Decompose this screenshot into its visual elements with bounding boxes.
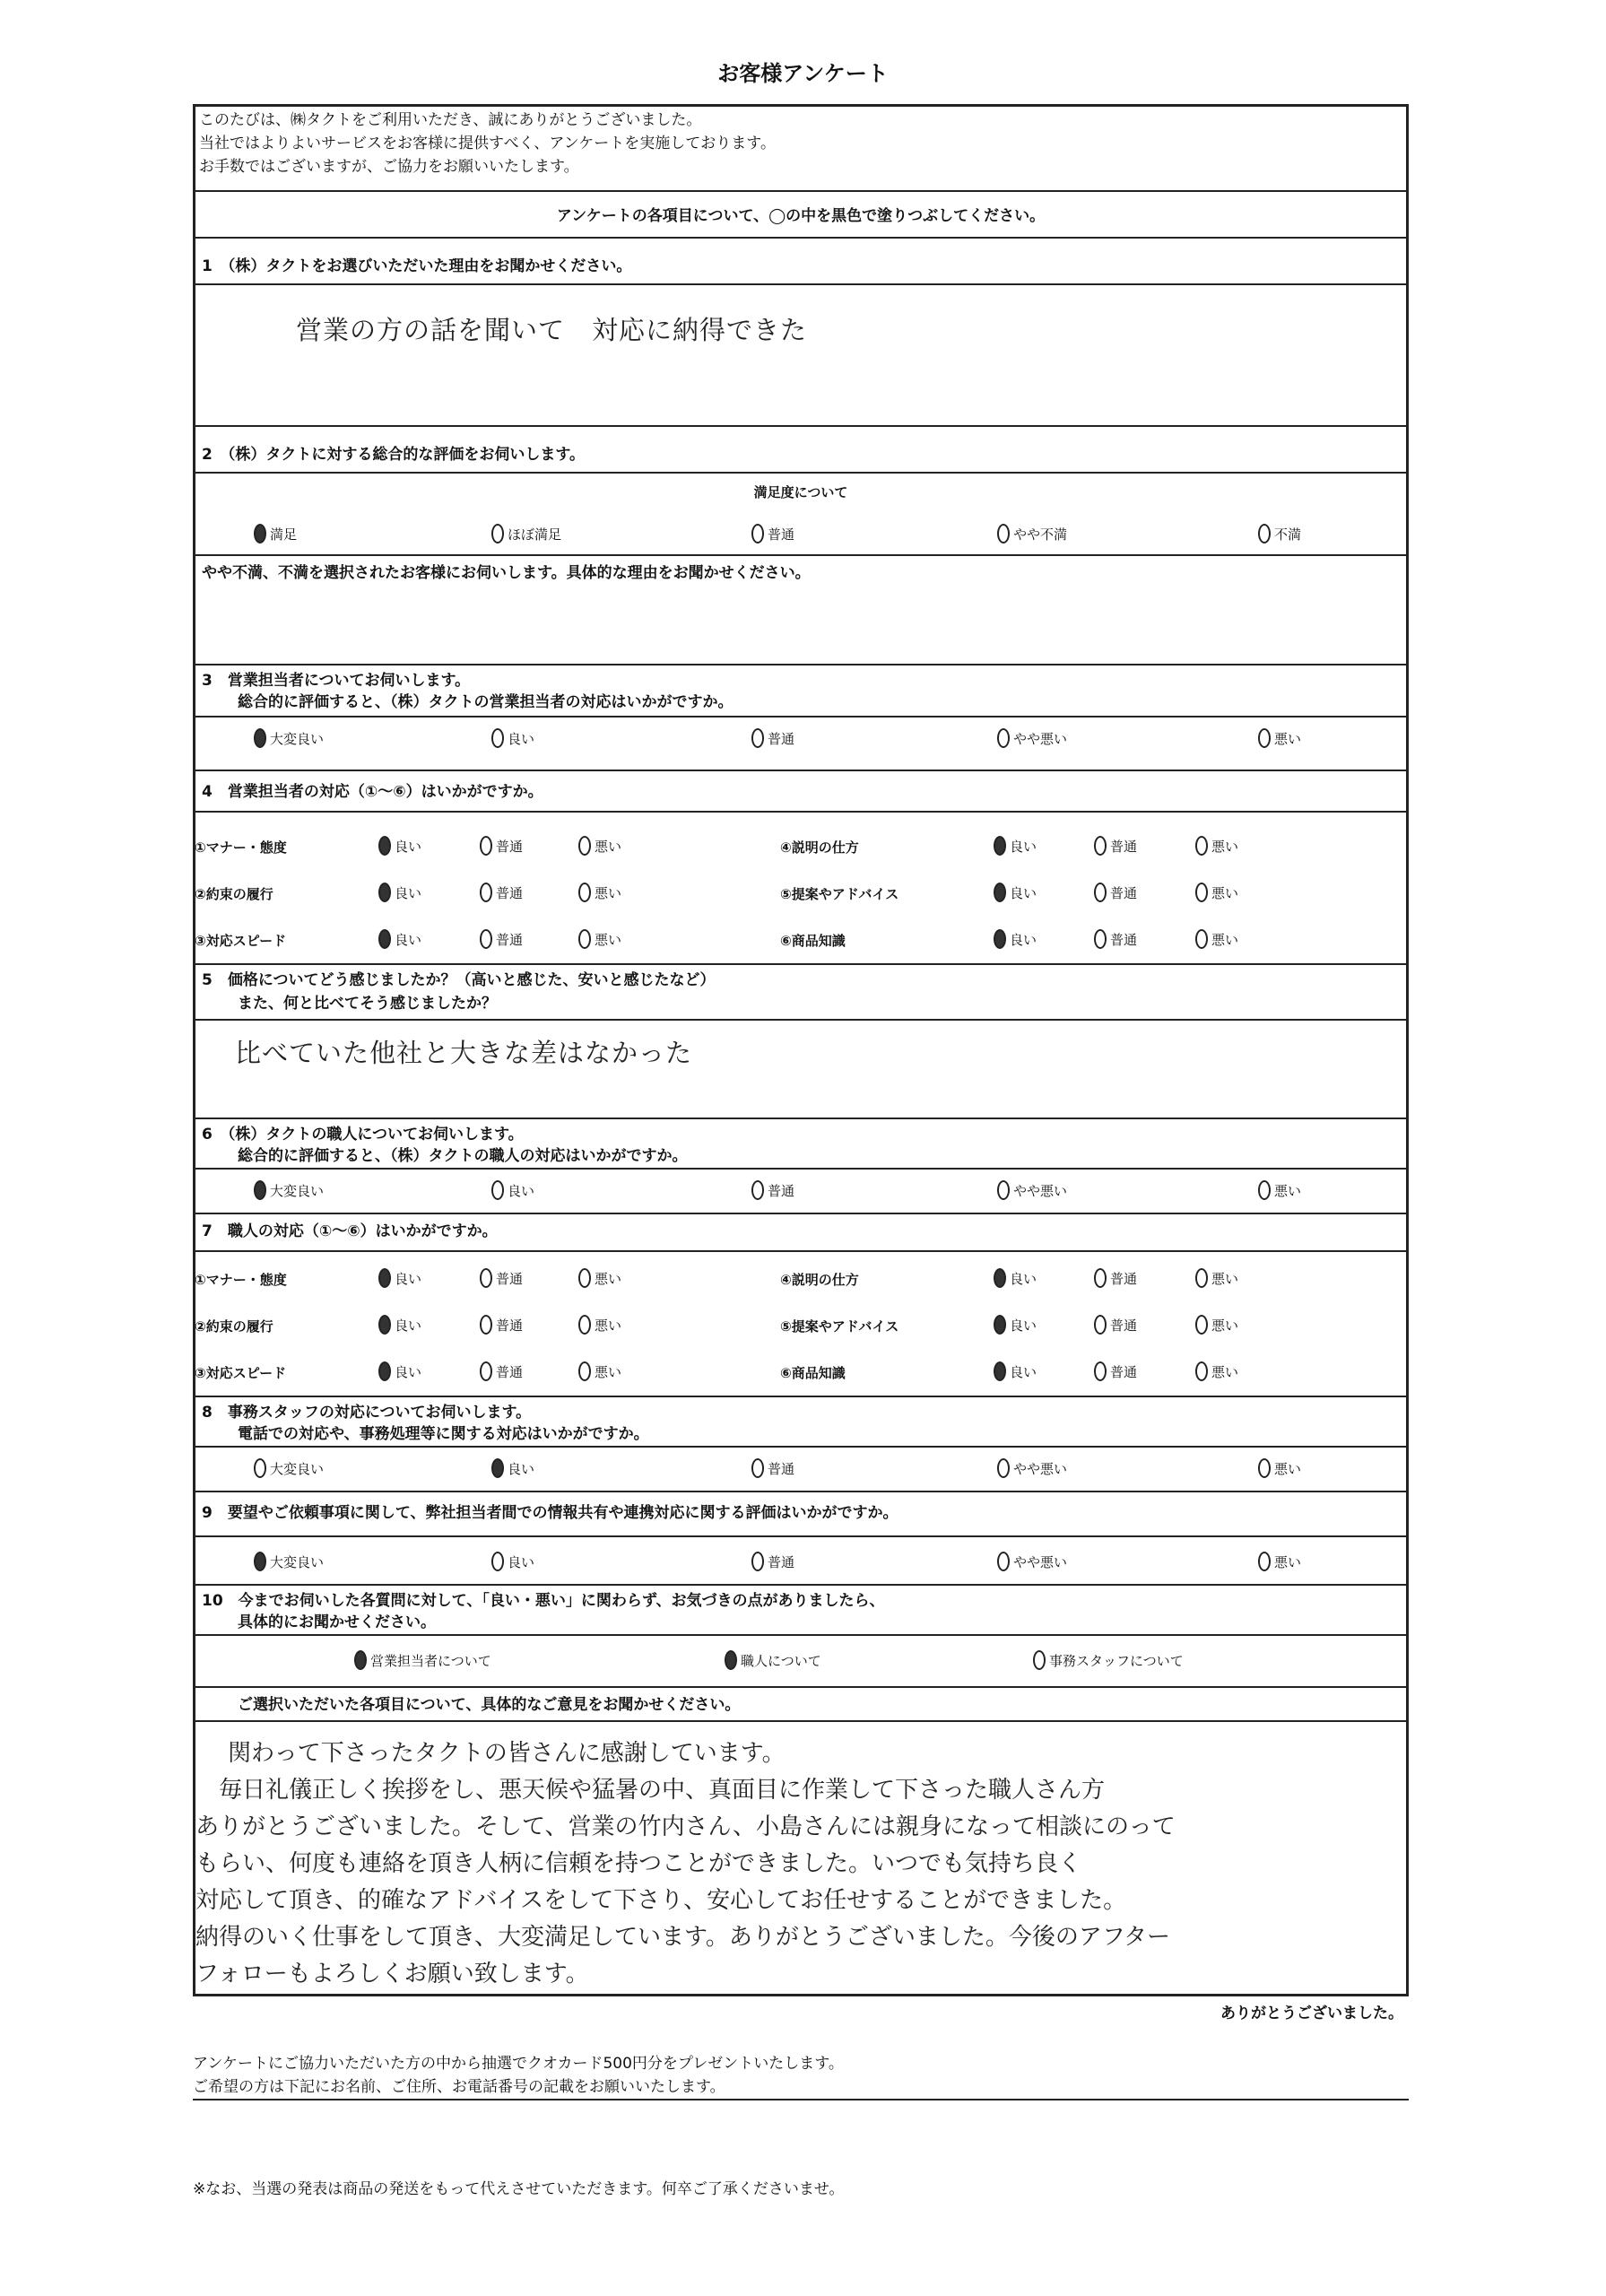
option-label: やや悪い [1013,1553,1068,1570]
q3-option[interactable] [491,728,534,748]
radio-empty-icon[interactable] [751,1180,764,1200]
radio-filled-icon[interactable] [254,524,266,544]
q10-answer-line: 関わって下さったタクトの皆さんに感謝しています。 [228,1740,786,1767]
q10-answer-line: もらい、何度も連絡を頂き人柄に信頼を持つことができました。いつでも気持ち良く [195,1850,1082,1877]
q10-heading: 10 今までお伺いした各質問に対して、「良い・悪い」に関わらず、お気づきの点がありましたら、 [202,1592,885,1610]
q9-option[interactable] [997,1552,1067,1571]
radio-filled-icon[interactable] [491,1458,504,1478]
option-label: やや不満 [1013,526,1068,543]
q4-rating-option[interactable] [480,929,523,949]
option-label: 悪い [1211,884,1239,901]
radio-empty-icon[interactable] [491,524,504,544]
option-label: 悪い [1274,730,1302,747]
radio-filled-icon[interactable] [354,1650,367,1670]
q7-rating-option[interactable] [994,1268,1037,1288]
q7-rating-option[interactable] [1094,1268,1137,1288]
option-label: 普通 [768,1460,795,1477]
option-label: 悪い [595,1317,622,1334]
option-label: 良い [1010,1317,1037,1334]
radio-filled-icon[interactable] [378,929,391,949]
q4-item-label: ⑤提案やアドバイス [780,886,899,902]
q2-heading: 2 （株）タクトに対する総合的な評価をお伺いします。 [202,446,585,464]
option-label: 悪い [1274,1182,1302,1199]
q4-item-label: ⑥商品知識 [780,933,846,949]
radio-empty-icon[interactable] [1195,1361,1208,1381]
q10-answer-line: 対応して頂き、的確なアドバイスをして下さり、安心してお任せすることができました。 [195,1887,1127,1914]
radio-empty-icon[interactable] [578,1315,591,1335]
radio-empty-icon[interactable] [491,1180,504,1200]
note: ※なお、当選の発表は商品の発送をもって代えさせていただきます。何卒ご了承くださいませ。 [193,2180,845,2198]
q2-option[interactable] [751,524,794,544]
option-label: やや悪い [1013,730,1068,747]
q7-rating-option[interactable] [1195,1315,1238,1335]
q7-heading: 7 職人の対応（①～⑥）はいかがですか。 [202,1222,498,1240]
q2-option[interactable] [254,524,297,544]
q10-followup: ご選択いただいた各項目について、具体的なご意見をお聞かせください。 [238,1696,741,1714]
q7-item-label: ④説明の仕方 [780,1272,859,1288]
option-label: 普通 [768,1182,795,1199]
q2-option[interactable] [997,524,1067,544]
radio-empty-icon[interactable] [578,836,591,856]
radio-empty-icon[interactable] [578,929,591,949]
q4-rating-option[interactable] [1094,836,1137,856]
option-label: 良い [508,1182,535,1199]
option-label: 営業担当者について [370,1652,491,1669]
q2-option[interactable] [491,524,561,544]
q2-followup: やや不満、不満を選択されたお客様にお伺いします。具体的な理由をお聞かせください。 [202,564,811,582]
option-label: 良い [508,1460,535,1477]
q7-rating-option[interactable] [480,1361,523,1381]
radio-empty-icon[interactable] [997,728,1010,748]
q4-rating-option[interactable] [1195,883,1238,902]
radio-filled-icon[interactable] [994,883,1006,902]
option-label: 普通 [1110,931,1138,948]
radio-filled-icon[interactable] [254,1180,266,1200]
option-label: 悪い [595,1363,622,1380]
q7-rating-option[interactable] [578,1268,621,1288]
radio-empty-icon[interactable] [1258,1180,1271,1200]
q7-rating-option[interactable] [994,1315,1037,1335]
q9-option[interactable] [254,1552,324,1571]
radio-empty-icon[interactable] [254,1458,266,1478]
radio-empty-icon[interactable] [480,836,492,856]
radio-empty-icon[interactable] [480,1315,492,1335]
option-label: 悪い [595,931,622,948]
option-label: 普通 [496,931,524,948]
option-label: 普通 [496,884,524,901]
radio-empty-icon[interactable] [1094,836,1107,856]
option-label: 良い [1010,1270,1037,1287]
radio-empty-icon[interactable] [1195,883,1208,902]
radio-filled-icon[interactable] [994,1361,1006,1381]
option-label: 良い [395,931,422,948]
q7-rating-option[interactable] [378,1268,421,1288]
q10-option[interactable] [1033,1650,1184,1670]
option-label: やや悪い [1013,1182,1068,1199]
q7-rating-option[interactable] [480,1268,523,1288]
q2-caption: 満足度について [753,484,848,500]
option-label: 普通 [1110,1363,1138,1380]
q4-rating-option[interactable] [1094,929,1137,949]
page-title: お客様アンケート [717,61,889,86]
q7-rating-option[interactable] [378,1315,421,1335]
q7-item-label: ③対応スピード [195,1365,287,1381]
option-label: 普通 [496,838,524,855]
q3-option[interactable] [751,728,794,748]
option-label: 満足 [270,526,298,543]
q6-option[interactable] [254,1180,324,1200]
q4-item-label: ①マナー・態度 [195,839,287,856]
q7-item-label: ⑤提案やアドバイス [780,1318,899,1335]
footer-line: ご希望の方は下記にお名前、ご住所、お電話番号の記載をお願いいたします。 [193,2078,725,2096]
q6-option[interactable] [491,1180,534,1200]
option-label: 良い [395,1317,422,1334]
instruction: アンケートの各項目について、◯の中を黒色で塗りつぶしてください。 [556,207,1046,225]
q3-sub: 総合的に評価すると、（株）タクトの営業担当者の対応はいかがですか。 [238,693,734,711]
radio-filled-icon[interactable] [378,836,391,856]
radio-filled-icon[interactable] [254,728,266,748]
radio-empty-icon[interactable] [751,1552,764,1571]
option-label: 悪い [595,838,622,855]
q4-heading: 4 営業担当者の対応（①～⑥）はいかがですか。 [202,783,543,801]
radio-filled-icon[interactable] [994,836,1006,856]
q9-option[interactable] [751,1552,794,1571]
radio-empty-icon[interactable] [491,728,504,748]
option-label: 悪い [595,884,622,901]
q9-option[interactable] [491,1552,534,1571]
radio-filled-icon[interactable] [725,1650,737,1670]
q10-option[interactable] [725,1650,821,1670]
q4-rating-option[interactable] [1195,836,1238,856]
q2-option[interactable] [1258,524,1301,544]
q7-item-label: ⑥商品知識 [780,1365,846,1381]
entry-line [193,2099,1409,2100]
radio-filled-icon[interactable] [994,929,1006,949]
option-label: 普通 [1110,838,1138,855]
radio-filled-icon[interactable] [378,1268,391,1288]
q7-item-label: ①マナー・態度 [195,1272,287,1288]
q4-item-label: ②約束の履行 [195,886,273,902]
footer-line: アンケートにご協力いただいた方の中から抽選でクオカード500円分をプレゼントいたします。 [193,2055,844,2073]
intro-line: お手数ではございますが、ご協力をお願いいたします。 [199,158,579,176]
radio-filled-icon[interactable] [378,883,391,902]
q10-answer-line: ありがとうございました。そして、営業の竹内さん、小島さんには親身になって相談にのって [195,1813,1176,1840]
radio-empty-icon[interactable] [480,1268,492,1288]
radio-empty-icon[interactable] [1094,883,1107,902]
radio-filled-icon[interactable] [994,1315,1006,1335]
option-label: 良い [395,884,422,901]
q4-rating-option[interactable] [1195,929,1238,949]
q7-rating-option[interactable] [480,1315,523,1335]
option-label: 職人について [741,1652,821,1669]
option-label: ほぼ満足 [508,526,562,543]
option-label: 悪い [1274,1553,1302,1570]
option-label: 悪い [1211,931,1239,948]
radio-filled-icon[interactable] [994,1268,1006,1288]
q8-option[interactable] [1258,1458,1301,1478]
option-label: 大変良い [270,1553,325,1570]
option-label: 悪い [1274,1460,1302,1477]
q4-rating-option[interactable] [1094,883,1137,902]
option-label: 普通 [1110,884,1138,901]
q4-rating-option[interactable] [578,836,621,856]
option-label: 良い [1010,931,1037,948]
q7-rating-option[interactable] [1094,1361,1137,1381]
radio-empty-icon[interactable] [751,524,764,544]
q6-option[interactable] [1258,1180,1301,1200]
radio-empty-icon[interactable] [751,1458,764,1478]
q1-answer: 営業の方の話を聞いて 対応に納得できた [296,315,808,345]
radio-empty-icon[interactable] [1258,524,1271,544]
thanks-text: ありがとうございました。 [1220,2005,1403,2022]
q6-option[interactable] [997,1180,1067,1200]
option-label: 悪い [1211,838,1239,855]
q8-option[interactable] [751,1458,794,1478]
q10-option[interactable] [354,1650,491,1670]
q8-heading: 8 事務スタッフの対応についてお伺いします。 [202,1404,532,1422]
radio-empty-icon[interactable] [578,883,591,902]
q3-option[interactable] [1258,728,1301,748]
q8-option[interactable] [997,1458,1067,1478]
q10-answer-line: フォローもよろしくお願い致します。 [195,1961,589,1987]
q4-rating-option[interactable] [378,883,421,902]
option-label: 事務スタッフについて [1049,1652,1184,1669]
q7-item-label: ②約束の履行 [195,1318,273,1335]
radio-filled-icon[interactable] [378,1315,391,1335]
option-label: 良い [508,1553,535,1570]
q4-item-label: ③対応スピード [195,933,287,949]
radio-empty-icon[interactable] [997,1180,1010,1200]
option-label: 不満 [1274,526,1302,543]
q6-heading: 6 （株）タクトの職人についてお伺いします。 [202,1126,524,1144]
radio-empty-icon[interactable] [1195,836,1208,856]
radio-empty-icon[interactable] [997,524,1010,544]
q8-option[interactable] [254,1458,324,1478]
q7-rating-option[interactable] [1195,1268,1238,1288]
q10-answer-line: 毎日礼儀正しく挨拶をし、悪天候や猛暑の中、真面目に作業して下さった職人さん方 [219,1777,1106,1804]
q4-rating-option[interactable] [994,836,1037,856]
radio-empty-icon[interactable] [997,1552,1010,1571]
option-label: 普通 [1110,1317,1138,1334]
radio-empty-icon[interactable] [1195,1315,1208,1335]
option-label: 良い [1010,838,1037,855]
option-label: 普通 [768,1553,795,1570]
q7-rating-option[interactable] [578,1315,621,1335]
q6-sub: 総合的に評価すると、（株）タクトの職人の対応はいかがですか。 [238,1147,688,1165]
option-label: 普通 [496,1317,524,1334]
option-label: 良い [1010,1363,1037,1380]
q10-answer-line: 納得のいく仕事をして頂き、大変満足しています。ありがとうございました。今後のアフター [195,1924,1171,1951]
q4-item-label: ④説明の仕方 [780,839,859,856]
q4-rating-option[interactable] [578,929,621,949]
q1-heading: 1 （株）タクトをお選びいただいた理由をお聞かせください。 [202,257,632,275]
option-label: 良い [395,838,422,855]
option-label: 大変良い [270,1182,325,1199]
q7-rating-option[interactable] [378,1361,421,1381]
option-label: 良い [395,1363,422,1380]
radio-empty-icon[interactable] [751,728,764,748]
option-label: 悪い [1211,1317,1239,1334]
option-label: 普通 [1110,1270,1138,1287]
q4-rating-option[interactable] [378,836,421,856]
q7-rating-option[interactable] [1195,1361,1238,1381]
option-label: 普通 [768,730,795,747]
option-label: 普通 [496,1363,524,1380]
radio-empty-icon[interactable] [1094,1315,1107,1335]
q8-sub: 電話での対応や、事務処理等に関する対応はいかがですか。 [238,1425,649,1443]
radio-empty-icon[interactable] [1195,1268,1208,1288]
q9-heading: 9 要望やご依頼事項に関して、弊社担当者間での情報共有や連携対応に関する評価はいかがですか。 [202,1504,898,1522]
q3-option[interactable] [997,728,1067,748]
q5-answer: 比べていた他社と大きな差はなかった [235,1038,693,1068]
option-label: 悪い [595,1270,622,1287]
intro-line: 当社ではよりよいサービスをお客様に提供すべく、アンケートを実施しております。 [199,135,776,152]
radio-empty-icon[interactable] [1094,1268,1107,1288]
option-label: 悪い [1211,1270,1239,1287]
radio-empty-icon[interactable] [1195,929,1208,949]
radio-empty-icon[interactable] [1094,929,1107,949]
radio-empty-icon[interactable] [480,929,492,949]
radio-empty-icon[interactable] [578,1268,591,1288]
radio-empty-icon[interactable] [1258,1458,1271,1478]
radio-empty-icon[interactable] [1094,1361,1107,1381]
option-label: やや悪い [1013,1460,1068,1477]
q4-rating-option[interactable] [480,836,523,856]
q5-heading: 5 価格についてどう感じましたか？（高いと感じた、安いと感じたなど） [202,971,716,989]
q7-rating-option[interactable] [578,1361,621,1381]
radio-empty-icon[interactable] [480,883,492,902]
q4-rating-option[interactable] [378,929,421,949]
radio-empty-icon[interactable] [997,1458,1010,1478]
option-label: 普通 [496,1270,524,1287]
q3-heading: 3 営業担当者についてお伺いします。 [202,672,471,690]
q6-option[interactable] [751,1180,794,1200]
option-label: 良い [395,1270,422,1287]
option-label: 良い [508,730,535,747]
option-label: 良い [1010,884,1037,901]
q5-sub: また、何と比べてそう感じましたか？ [238,995,497,1013]
radio-empty-icon[interactable] [480,1361,492,1381]
radio-empty-icon[interactable] [1258,1552,1271,1571]
q7-rating-option[interactable] [994,1361,1037,1381]
q4-rating-option[interactable] [994,929,1037,949]
q10-sub: 具体的にお聞かせください。 [238,1613,436,1631]
q4-rating-option[interactable] [994,883,1037,902]
radio-filled-icon[interactable] [378,1361,391,1381]
q3-option[interactable] [254,728,324,748]
option-label: 悪い [1211,1363,1239,1380]
option-label: 大変良い [270,1460,325,1477]
q4-rating-option[interactable] [480,883,523,902]
option-label: 大変良い [270,730,325,747]
q8-option[interactable] [491,1458,534,1478]
radio-empty-icon[interactable] [1033,1650,1046,1670]
q9-option[interactable] [1258,1552,1301,1571]
radio-empty-icon[interactable] [1258,728,1271,748]
radio-empty-icon[interactable] [491,1552,504,1571]
q7-rating-option[interactable] [1094,1315,1137,1335]
q4-rating-option[interactable] [578,883,621,902]
option-label: 普通 [768,526,795,543]
intro-line: このたびは、㈱タクトをご利用いただき、誠にありがとうございました。 [199,111,702,129]
radio-filled-icon[interactable] [254,1552,266,1571]
radio-empty-icon[interactable] [578,1361,591,1381]
